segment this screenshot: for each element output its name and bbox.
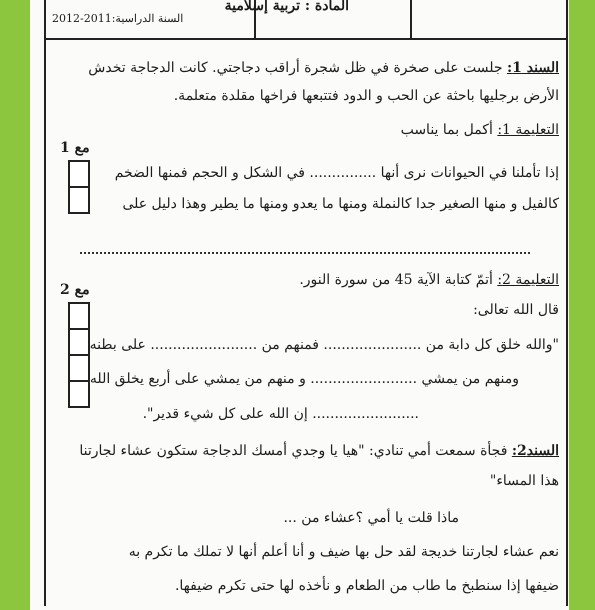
task1-heading <box>401 122 559 138</box>
header-divider-left <box>44 0 46 38</box>
task2-mark: مع 2 <box>60 282 90 298</box>
task1-line2: كالفيل و منها الصغير جدا كالنملة ومنها ما يعدو ومنها ما يطير وهذا دليل على <box>122 196 559 212</box>
task1-line1: إذا تأملنا في الحيوانات نرى أنها ............... في الشكل و الحجم فمنها الضخم <box>114 165 559 181</box>
task2-heading <box>299 272 559 288</box>
source1-line1 <box>88 60 559 76</box>
header-divider-right <box>410 0 412 38</box>
source2-line5: ضيفها إذا سنطبخ ما طاب من الطعام و نأخذه لها حتى تكرم ضيفها. <box>174 578 559 594</box>
grade-box[interactable] <box>68 328 90 356</box>
right-border-strip <box>569 0 595 610</box>
task1-mark: مع 1 <box>60 140 90 156</box>
source2-line4: نعم عشاء لجارتنا خديجة لقد حل بها ضيف و أنا أعلم أنها لا تملك ما تكرم به <box>128 544 559 560</box>
grade-box[interactable] <box>68 354 90 382</box>
exam-paper <box>30 0 569 610</box>
grade-box[interactable] <box>68 380 90 408</box>
task2-intro: قال الله تعالى: <box>473 302 559 318</box>
source2-text-1: فجأة سمعت أمي تنادي: "هيا يا وجدي أمسك الدجاجة ستكون عشاء لجارتنا <box>79 443 508 459</box>
source2-line2: هذا المساء" <box>489 473 559 489</box>
header-bottom-rule <box>44 38 566 40</box>
grade-box[interactable] <box>68 160 90 188</box>
task1-instruction: أكمل بما يناسب <box>400 122 493 138</box>
task2-label: التعليمة 2: <box>497 272 559 288</box>
school-year: السنة الدراسية:2011-2012 <box>52 12 184 25</box>
source2-line3: ماذا قلت يا أمي ؟عشاء من ... <box>283 510 459 526</box>
grade-box[interactable] <box>68 302 90 330</box>
source1-label: السند 1: <box>506 60 559 76</box>
verse-line3: ........................ إن الله على كل شيء قدير". <box>142 406 419 422</box>
source1-line2: الأرض برجليها باحثة عن الحب و الدود فتتبعها فراخها مقلدة متعلمة. <box>173 88 559 104</box>
source2-line1 <box>79 443 559 459</box>
left-border-strip <box>0 0 30 610</box>
dotted-answer-line <box>80 252 530 254</box>
verse-line1: "والله خلق كل دابة من ...................... فمنهم من ........................ على بطنه <box>89 337 559 353</box>
grade-box[interactable] <box>68 186 90 214</box>
subject-title: المادة : تربية إسلامية <box>224 0 349 14</box>
source2-label: السند2: <box>511 443 559 459</box>
verse-line2: ومنهم من يمشي ........................ و منهم من يمشي على أربع يخلق الله <box>89 371 519 387</box>
source1-text-1: جلست على صخرة في ظل شجرة أراقب دجاجتي. كانت الدجاجة تخدش <box>88 60 503 76</box>
task1-label: التعليمة 1: <box>497 122 559 138</box>
task2-instruction: أتمّ كتابة الآية 45 من سورة النور. <box>299 272 493 288</box>
